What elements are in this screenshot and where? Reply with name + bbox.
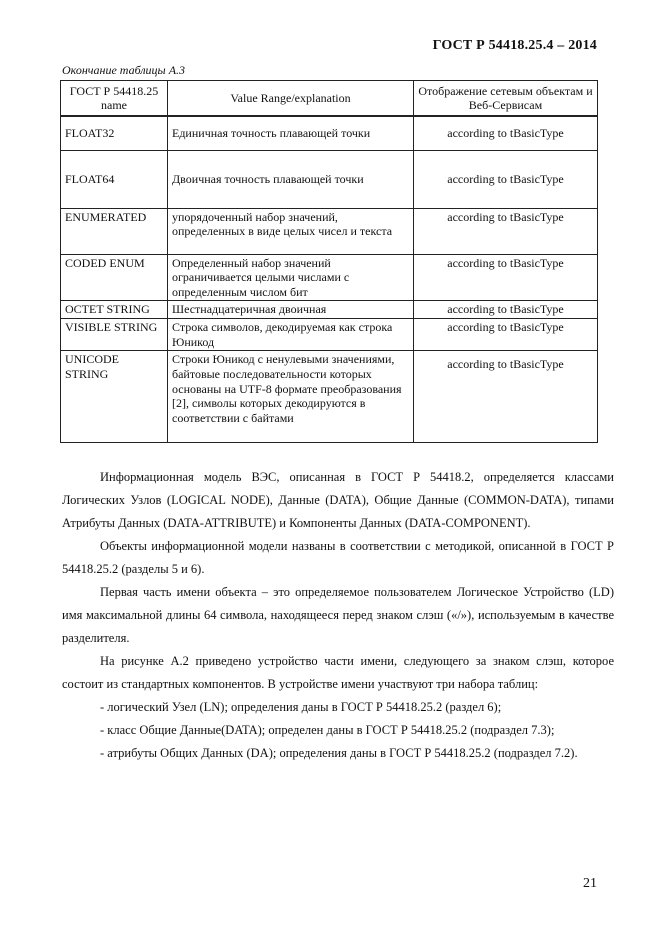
mapping-cell: according to tBasicType (414, 208, 598, 254)
table-row (61, 116, 598, 150)
type-name-cell: ENUMERATED (61, 208, 168, 254)
body-text (62, 466, 614, 765)
column-header-mapping: Отображение сетевым объектам и Веб-Сервисам (414, 81, 598, 117)
paragraph: Первая часть имени объекта – это определяемое пользователем Логическое Устройство (LD) имя максимальной длины 64 символа, находящееся перед знаком слэш («/»), используемым в качестве разделителя. (62, 585, 614, 645)
explanation-cell: Шестнадцатеричная двоичная (168, 301, 414, 319)
column-header-name: ГОСТ Р 54418.25 name (61, 81, 168, 117)
data-types-table (60, 80, 598, 443)
type-name-cell: CODED ENUM (61, 254, 168, 301)
type-name-cell: FLOAT64 (61, 150, 168, 208)
list-item: - атрибуты Общих Данных (DA); определения даны в ГОСТ Р 54418.25.2 (подраздел 7.2). (100, 746, 578, 760)
paragraph: Объекты информационной модели названы в соответствии с методикой, описанной в ГОСТ Р 54418.25.2 (разделы 5 и 6). (62, 539, 614, 576)
table-row (61, 254, 598, 301)
table-row (61, 208, 598, 254)
explanation-cell: Двоичная точность плавающей точки (168, 150, 414, 208)
type-name-cell: VISIBLE STRING (61, 319, 168, 351)
table-row (61, 301, 598, 319)
page-number: 21 (583, 876, 597, 891)
document-header-title: ГОСТ Р 54418.25.4 – 2014 (432, 38, 597, 53)
explanation-cell: Строка символов, декодируемая как строка Юникод (168, 319, 414, 351)
table-header-row (61, 81, 598, 117)
list-item: - класс Общие Данные(DATA); определен даны в ГОСТ Р 54418.25.2 (подраздел 7.3); (100, 723, 555, 737)
type-name-cell: FLOAT32 (61, 116, 168, 150)
explanation-cell: Строки Юникод с ненулевыми значениями, байтовые последовательности которых основаны на UTF-8 формате преобразования [2], символы которых декодируются в соответствии с байтами (168, 351, 414, 443)
table-row (61, 319, 598, 351)
mapping-cell: according to tBasicType (414, 116, 598, 150)
table-caption: Окончание таблицы А.3 (62, 63, 186, 77)
explanation-cell: Определенный набор значений ограничивается целыми числами с определенным числом бит (168, 254, 414, 301)
paragraph: На рисунке А.2 приведено устройство части имени, следующего за знаком слэш, которое состоит из стандартных компонентов. В устройстве имени участвуют три набора таблиц: (62, 654, 614, 691)
mapping-cell: according to tBasicType (414, 254, 598, 301)
explanation-cell: Единичная точность плавающей точки (168, 116, 414, 150)
mapping-cell: according to tBasicType (414, 150, 598, 208)
paragraph: Информационная модель ВЭС, описанная в ГОСТ Р 54418.2, определяется классами Логических Узлов (LOGICAL NODE), Данные (DATA), Общие Данные (COMMON-DATA), типами Атрибуты Данных (DATA-ATTRIBUTE) и Компоненты Данных (DATA-COMPONENT). (62, 470, 614, 530)
explanation-cell: упорядоченный набор значений, определенных в виде целых чисел и текста (168, 208, 414, 254)
mapping-cell: according to tBasicType (414, 319, 598, 351)
column-header-explanation: Value Range/explanation (168, 81, 414, 117)
type-name-cell: OCTET STRING (61, 301, 168, 319)
mapping-cell: according to tBasicType (414, 351, 598, 443)
table-row (61, 351, 598, 443)
list-item: - логический Узел (LN); определения даны в ГОСТ Р 54418.25.2 (раздел 6); (100, 700, 502, 714)
mapping-cell: according to tBasicType (414, 301, 598, 319)
type-name-cell: UNICODE STRING (61, 351, 168, 443)
table-row (61, 150, 598, 208)
